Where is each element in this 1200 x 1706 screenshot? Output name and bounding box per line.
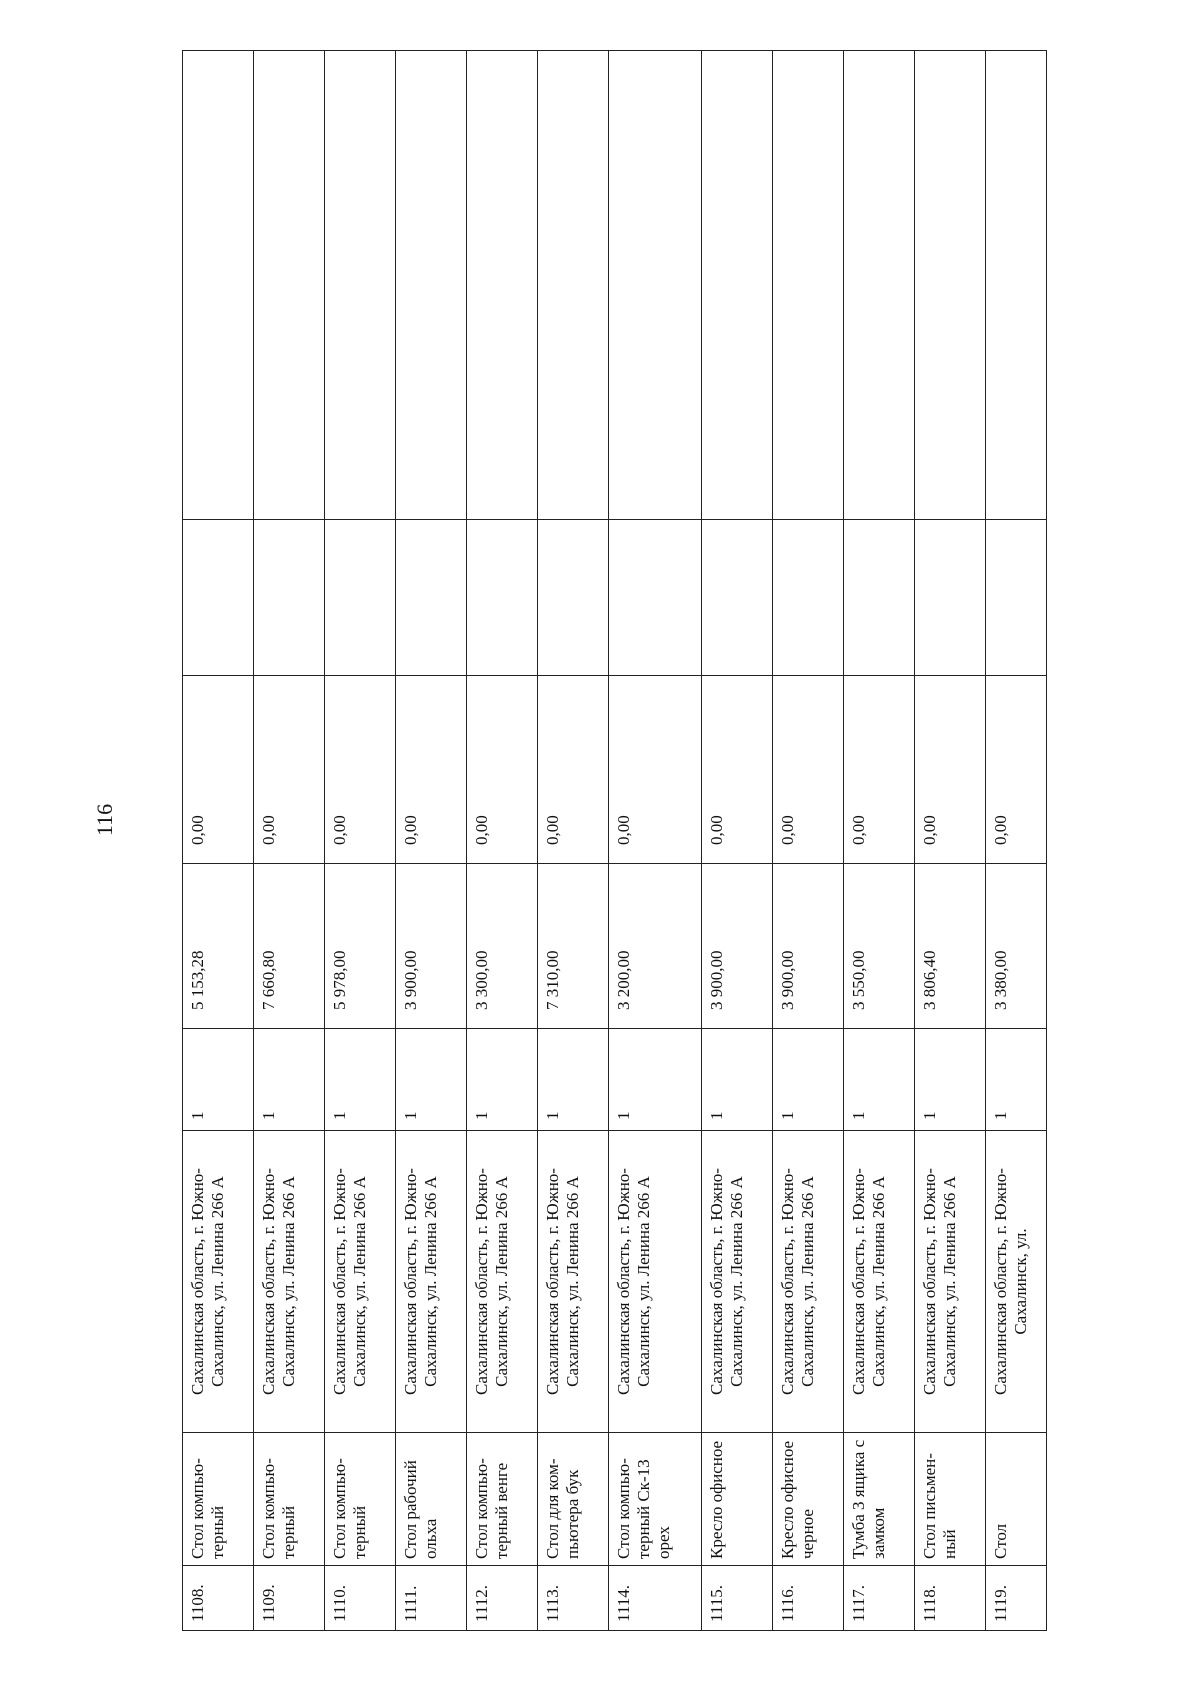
- empty-cell: [538, 520, 609, 676]
- item-name: Стол компью-терный: [325, 1433, 396, 1566]
- item-address: Сахалинская область, г. Южно-Сахалинск, ул. Ленина 266 А: [467, 1131, 538, 1433]
- item-address: Сахалинская область, г. Южно-Сахалинск, ул. Ленина 266 А: [396, 1131, 467, 1433]
- item-residual-value: 0,00: [396, 676, 467, 864]
- empty-cell: [844, 51, 915, 520]
- item-residual-value: 0,00: [467, 676, 538, 864]
- item-address: Сахалинская область, г. Южно-Сахалинск, ул. Ленина 266 А: [254, 1131, 325, 1433]
- table-row: [844, 51, 915, 1631]
- empty-cell: [183, 51, 254, 520]
- item-name: Стол компью-терный: [183, 1433, 254, 1566]
- item-quantity: 1: [396, 1029, 467, 1131]
- item-cost: 5 153,28: [183, 864, 254, 1029]
- item-address: Сахалинская область, г. Южно-Сахалинск, ул. Ленина 266 А: [915, 1131, 986, 1433]
- item-residual-value: 0,00: [773, 676, 844, 864]
- empty-cell: [467, 520, 538, 676]
- item-quantity: 1: [467, 1029, 538, 1131]
- item-address: Сахалинская область, г. Южно-Сахалинск, ул.: [986, 1131, 1047, 1433]
- item-cost: 3 300,00: [467, 864, 538, 1029]
- item-cost: 3 806,40: [915, 864, 986, 1029]
- item-residual-value: 0,00: [325, 676, 396, 864]
- item-quantity: 1: [254, 1029, 325, 1131]
- table-row: [915, 51, 986, 1631]
- item-cost: 3 900,00: [396, 864, 467, 1029]
- item-quantity: 1: [702, 1029, 773, 1131]
- empty-cell: [396, 520, 467, 676]
- item-address: Сахалинская область, г. Южно-Сахалинск, ул. Ленина 266 А: [773, 1131, 844, 1433]
- empty-cell: [915, 520, 986, 676]
- item-name: Стол: [986, 1433, 1047, 1566]
- item-cost: 7 310,00: [538, 864, 609, 1029]
- item-quantity: 1: [183, 1029, 254, 1131]
- table-row: [183, 51, 254, 1631]
- table-row: [396, 51, 467, 1631]
- table-row: [986, 51, 1047, 1631]
- empty-cell: [325, 51, 396, 520]
- item-name: Стол компью-терный Ск-13 орех: [609, 1433, 702, 1566]
- row-number: 1119.: [986, 1566, 1047, 1631]
- empty-cell: [254, 520, 325, 676]
- item-quantity: 1: [986, 1029, 1047, 1131]
- row-number: 1112.: [467, 1566, 538, 1631]
- empty-cell: [609, 51, 702, 520]
- empty-cell: [183, 520, 254, 676]
- rotated-table-container: [182, 51, 1095, 1631]
- item-name: Стол компью-терный: [254, 1433, 325, 1566]
- item-cost: 5 978,00: [325, 864, 396, 1029]
- item-residual-value: 0,00: [986, 676, 1047, 864]
- empty-cell: [986, 520, 1047, 676]
- empty-cell: [396, 51, 467, 520]
- row-number: 1114.: [609, 1566, 702, 1631]
- item-cost: 3 200,00: [609, 864, 702, 1029]
- item-residual-value: 0,00: [702, 676, 773, 864]
- table-row: [467, 51, 538, 1631]
- item-address: Сахалинская область, г. Южно-Сахалинск, ул. Ленина 266 А: [702, 1131, 773, 1433]
- empty-cell: [986, 51, 1047, 520]
- item-name: Кресло офисное черное: [773, 1433, 844, 1566]
- item-quantity: 1: [609, 1029, 702, 1131]
- empty-cell: [773, 520, 844, 676]
- item-residual-value: 0,00: [915, 676, 986, 864]
- row-number: 1113.: [538, 1566, 609, 1631]
- empty-cell: [467, 51, 538, 520]
- item-name: Стол рабочий ольха: [396, 1433, 467, 1566]
- item-name: Тумба 3 ящика с замком: [844, 1433, 915, 1566]
- row-number: 1117.: [844, 1566, 915, 1631]
- empty-cell: [915, 51, 986, 520]
- page-number: 116: [92, 803, 117, 836]
- item-name: Стол письмен-ный: [915, 1433, 986, 1566]
- item-quantity: 1: [773, 1029, 844, 1131]
- empty-cell: [773, 51, 844, 520]
- item-name: Кресло офисное: [702, 1433, 773, 1566]
- item-address: Сахалинская область, г. Южно-Сахалинск, ул. Ленина 266 А: [325, 1131, 396, 1433]
- empty-cell: [844, 520, 915, 676]
- row-number: 1116.: [773, 1566, 844, 1631]
- item-address: Сахалинская область, г. Южно-Сахалинск, ул. Ленина 266 А: [844, 1131, 915, 1433]
- item-residual-value: 0,00: [538, 676, 609, 864]
- table-row: [538, 51, 609, 1631]
- table-row: [609, 51, 702, 1631]
- item-name: Стол компью-терный венге: [467, 1433, 538, 1566]
- row-number: 1111.: [396, 1566, 467, 1631]
- item-quantity: 1: [325, 1029, 396, 1131]
- table-row: [702, 51, 773, 1631]
- item-cost: 3 900,00: [773, 864, 844, 1029]
- row-number: 1109.: [254, 1566, 325, 1631]
- row-number: 1115.: [702, 1566, 773, 1631]
- item-residual-value: 0,00: [609, 676, 702, 864]
- table-row: [325, 51, 396, 1631]
- item-residual-value: 0,00: [254, 676, 325, 864]
- table-row: [773, 51, 844, 1631]
- item-cost: 3 900,00: [702, 864, 773, 1029]
- item-cost: 3 380,00: [986, 864, 1047, 1029]
- item-cost: 7 660,80: [254, 864, 325, 1029]
- item-address: Сахалинская область, г. Южно-Сахалинск, ул. Ленина 266 А: [538, 1131, 609, 1433]
- empty-cell: [538, 51, 609, 520]
- inventory-table: [182, 50, 1047, 1631]
- item-name: Стол для ком-пьютера бук: [538, 1433, 609, 1566]
- item-quantity: 1: [915, 1029, 986, 1131]
- empty-cell: [254, 51, 325, 520]
- row-number: 1108.: [183, 1566, 254, 1631]
- empty-cell: [702, 520, 773, 676]
- item-cost: 3 550,00: [844, 864, 915, 1029]
- empty-cell: [609, 520, 702, 676]
- empty-cell: [325, 520, 396, 676]
- row-number: 1110.: [325, 1566, 396, 1631]
- row-number: 1118.: [915, 1566, 986, 1631]
- item-residual-value: 0,00: [844, 676, 915, 864]
- item-residual-value: 0,00: [183, 676, 254, 864]
- empty-cell: [702, 51, 773, 520]
- table-row: [254, 51, 325, 1631]
- item-quantity: 1: [844, 1029, 915, 1131]
- item-quantity: 1: [538, 1029, 609, 1131]
- item-address: Сахалинская область, г. Южно-Сахалинск, ул. Ленина 266 А: [183, 1131, 254, 1433]
- item-address: Сахалинская область, г. Южно-Сахалинск, ул. Ленина 266 А: [609, 1131, 702, 1433]
